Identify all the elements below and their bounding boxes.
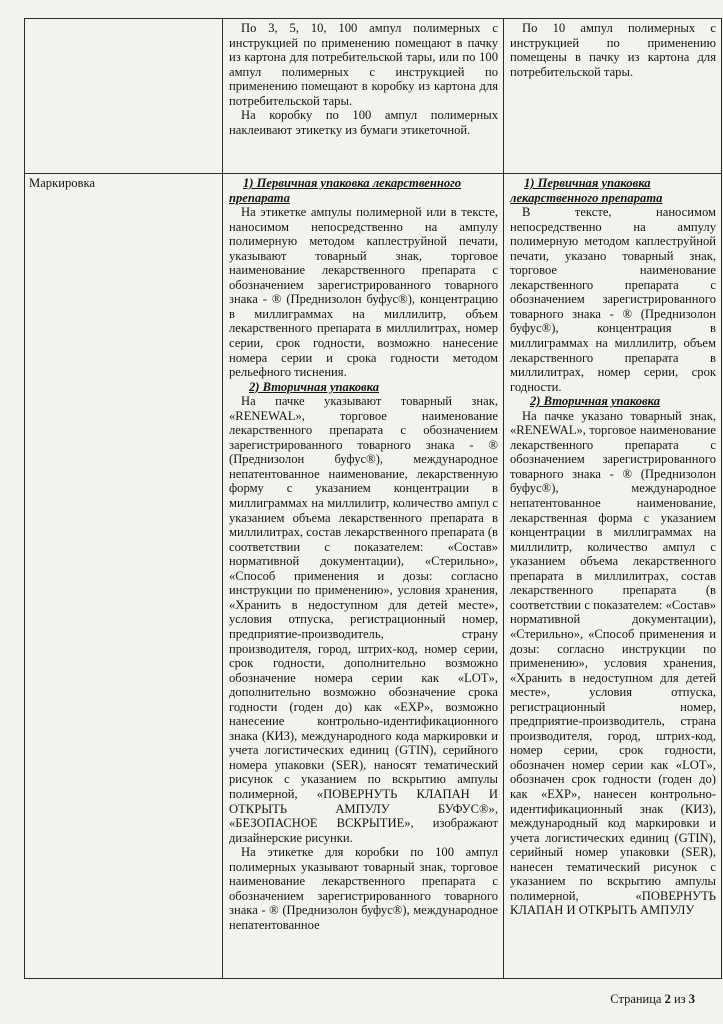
- document-table: [24, 18, 722, 979]
- page-number: [610, 992, 695, 1007]
- paragraph: На пачке указывают товарный знак, «RENEWAL», торговое наименование лекарственного препарата с обозначением зарегистрированного товарного знака - ® (Преднизолон буфус®), международное непатентованное наименование, лекарственную форму с указанием концентрации в миллиграммах на миллилитр, количество ампул с указанием объема лекарственного препарата в миллилитрах, состав лекарственного препарата (в соответствии с показателем: «Состав» нормативной документации), «Стерильно», «Способ применения и дозы: согласно инструкции по применению», условия хранения, «Хранить в недоступном для детей месте», условия отпуска, регистрационный номер, предприятие-производитель, страну производителя, город, штрих-код, номер серии, срок годности, дополнительно возможно обозначение номера серии как «LOT», дополнительно возможно обозначение срока годности (годен до) как «EXP», возможно нанесение контрольно-идентификационного знака (КИЗ), международного кода маркировки и учета логистических единиц (GTIN), серийного номера упаковки (SER), наносят тематический рисунок с указанием по вскрытию ампулы полимерной, «ПОВЕРНУТЬ КЛАПАН И ОТКРЫТЬ АМПУЛУ БУФУС®», «БЕЗОПАСНОЕ ВСКРЫТИЕ», изображают дизайнерские рисунки.: [229, 394, 498, 845]
- paragraph: На коробку по 100 ампул полимерных наклеивают этикетку из бумаги этикеточной.: [229, 108, 498, 137]
- proposed-text-cell: [223, 174, 504, 979]
- row-label-cell: Маркировка: [25, 174, 223, 979]
- table-row-marking: [25, 174, 722, 979]
- total-pages: 3: [688, 992, 695, 1006]
- current-text-cell: [504, 174, 722, 979]
- table-row-packaging: [25, 19, 722, 174]
- section-heading: 1) Первичная упаковка лекарственного препарата: [229, 176, 462, 205]
- page-separator: из: [670, 992, 689, 1006]
- current-text-cell: [504, 19, 722, 174]
- paragraph: По 10 ампул полимерных с инструкцией по применению помещены в пачку из картона для потребительской тары.: [510, 21, 716, 79]
- paragraph: По 3, 5, 10, 100 ампул полимерных с инструкцией по применению помещают в пачку из картона для потребительской тары, или по 100 ампул полимерных с инструкцией по применению помещают в коробку из картона для потребительской тары.: [229, 21, 498, 108]
- row-label-cell: [25, 19, 223, 174]
- paragraph: На этикетке ампулы полимерной или в тексте, наносимом непосредственно на ампулу полимерную методом каплеструйной печати, указывают товарный знак, торговое наименование лекарственного препарата с обозначением зарегистрированного товарного знака - ® (Преднизолон буфус®), концентрацию в миллиграммах на миллилитр, объем лекарственного препарата в миллилитрах, номер серии, срок годности, возможно нанесение номера серии и срока годности методом рельефного тиснения.: [229, 205, 498, 380]
- proposed-text-cell: [223, 19, 504, 174]
- section-heading: 2) Вторичная упаковка: [249, 379, 380, 394]
- current-page: 2: [664, 992, 671, 1006]
- page-label: Страница: [610, 992, 665, 1006]
- section-heading: 1) Первичная упаковка лекарственного препарата: [510, 176, 663, 205]
- section-heading: 2) Вторичная упаковка: [530, 394, 661, 409]
- paragraph: На этикетке для коробки по 100 ампул полимерных указывают товарный знак, торговое наименование лекарственного препарата с обозначением зарегистрированного товарного знака - ® (Преднизолон буфус®), международное непатентованное: [229, 845, 498, 932]
- paragraph: В тексте, наносимом непосредственно на ампулу полимерную методом каплеструйной печати, указано товарный знак, торговое наименование лекарственного препарата с обозначением зарегистрированного товарного знака - ® (Преднизолон буфус®), концентрация в миллиграммах на миллилитр, объем лекарственного препарата в миллилитрах, номер серии, срок годности.: [510, 205, 716, 394]
- paragraph: На пачке указано товарный знак, «RENEWAL», торговое наименование лекарственного препарата с обозначением зарегистрированного товарного знака - ® (Преднизолон буфус®), международное непатентованное наименование, лекарственная форма с указанием концентрации в миллиграммах на миллилитр, количество ампул с указанием объема лекарственного препарата в миллилитрах, состав лекарственного препарата (в соответствии с показателем: «Состав» нормативной документации), «Стерильно», «Способ применения и дозы: согласно инструкции по применению», условия хранения, «Хранить в недоступном для детей месте», условия отпуска, регистрационный номер, предприятие-производитель, страна производителя, город, штрих-код, номер серии, срок годности, обозначен номер серии как «LOT», обозначен срок годности (годен до) как «EXP», нанесен контрольно-идентификационный знак (КИЗ), международный код маркировки и учета логистических единиц (GTIN), серийный номер упаковки (SER), нанесен тематический рисунок с указанием по вскрытию ампулы полимерной, «ПОВЕРНУТЬ КЛАПАН И ОТКРЫТЬ АМПУЛУ: [510, 408, 716, 918]
